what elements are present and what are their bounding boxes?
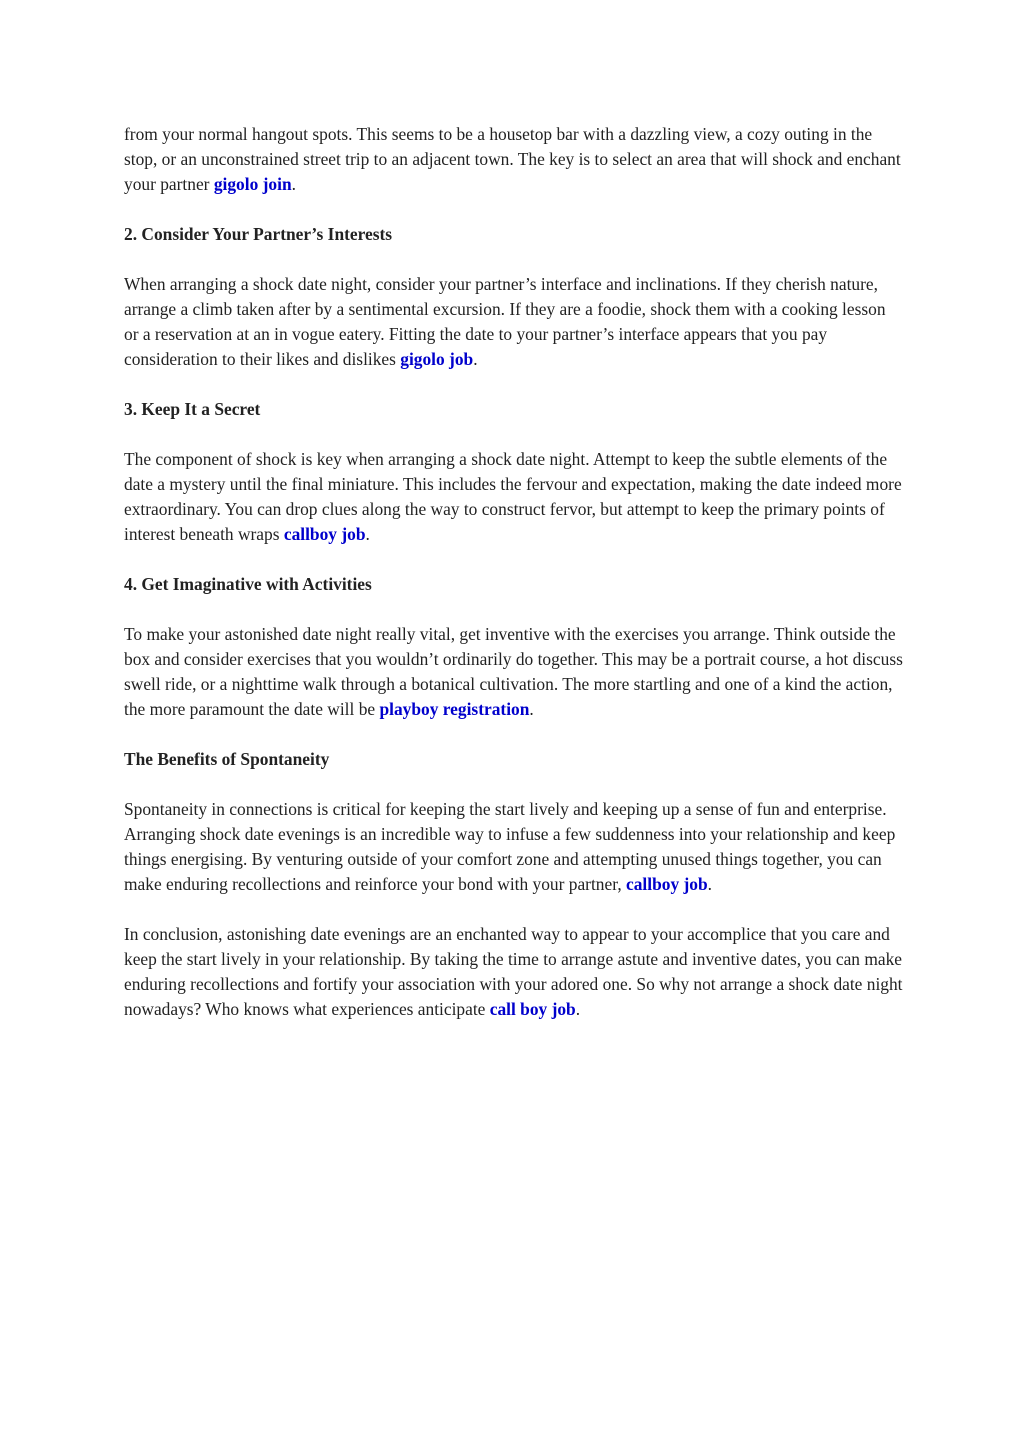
section-heading-keep-secret: 3. Keep It a Secret: [124, 399, 261, 419]
section-heading-benefits-spontaneity: The Benefits of Spontaneity: [124, 749, 330, 769]
intro-period: .: [291, 174, 296, 194]
callboy-job-link[interactable]: callboy job: [283, 524, 366, 544]
callboy-job-link[interactable]: callboy job: [626, 874, 708, 894]
conclusion-paragraph: [124, 922, 904, 1022]
gigolo-job-link[interactable]: gigolo job: [400, 349, 474, 369]
section-paragraph-imaginative-activities: [124, 622, 904, 722]
conclusion-text: In conclusion, astonishing date evenings are an enchanted way to appear to your accomplice that you care and keep the start lively in your relationship. By taking the time to arrange astute and inventive dates, you can make enduring recollections and fortify your association with your adored one. So why not arrange a shock date night nowadays? Who knows what experiences anticipate: [124, 924, 903, 1019]
section-period: .: [365, 524, 370, 544]
section-paragraph-benefits-spontaneity: [124, 797, 904, 897]
document-page: [124, 122, 904, 1047]
section-period: .: [473, 349, 478, 369]
intro-text: from your normal hangout spots. This seems to be a housetop bar with a dazzling view, a cozy outing in the stop, or an unconstrained street trip to an adjacent town. The key is to select an area that will shock and enchant your partner: [124, 124, 901, 194]
gigolo-join-link[interactable]: gigolo join: [213, 174, 292, 194]
section-heading-partners-interests: 2. Consider Your Partner’s Interests: [124, 224, 393, 244]
section-paragraph-partners-interests: [124, 272, 904, 372]
playboy-registration-link[interactable]: playboy registration: [379, 699, 530, 719]
section-text: The component of shock is key when arranging a shock date night. Attempt to keep the subtle elements of the date a mystery until the final miniature. This includes the fervour and expectation, making the date indeed more extraordinary. You can drop clues along the way to construct fervor, but attempt to keep the primary points of interest beneath wraps: [124, 449, 902, 544]
section-heading-imaginative-activities: 4. Get Imaginative with Activities: [124, 574, 372, 594]
section-text: To make your astonished date night really vital, get inventive with the exercises you arrange. Think outside the box and consider exercises that you wouldn’t ordinarily do together. This may be a portrait course, a hot discuss swell ride, or a nighttime walk through a botanical cultivation. The more startling and one of a kind the action, the more paramount the date will be: [124, 624, 903, 719]
section-period: .: [707, 874, 713, 894]
section-text: Spontaneity in connections is critical for keeping the start lively and keeping up a sense of fun and enterprise. Arranging shock date evenings is an incredible way to infuse a few suddenness into your relationship and keep things energising. By venturing outside of your comfort zone and attempting unused things together, you can make enduring recollections and reinforce your bond with your partner,: [124, 799, 896, 894]
section-paragraph-keep-secret: [124, 447, 904, 547]
section-text: When arranging a shock date night, consider your partner’s interface and inclinations. If they cherish nature, arrange a climb taken after by a sentimental excursion. If they are a foodie, shock them with a cooking lesson or a reservation at an in vogue eatery. Fitting the date to your partner’s interface appears that you pay consideration to their likes and dislikes: [124, 274, 886, 369]
section-period: .: [529, 699, 534, 719]
conclusion-period: .: [575, 999, 581, 1019]
call-boy-job-link[interactable]: call boy job: [489, 999, 576, 1019]
intro-paragraph: [124, 122, 904, 197]
